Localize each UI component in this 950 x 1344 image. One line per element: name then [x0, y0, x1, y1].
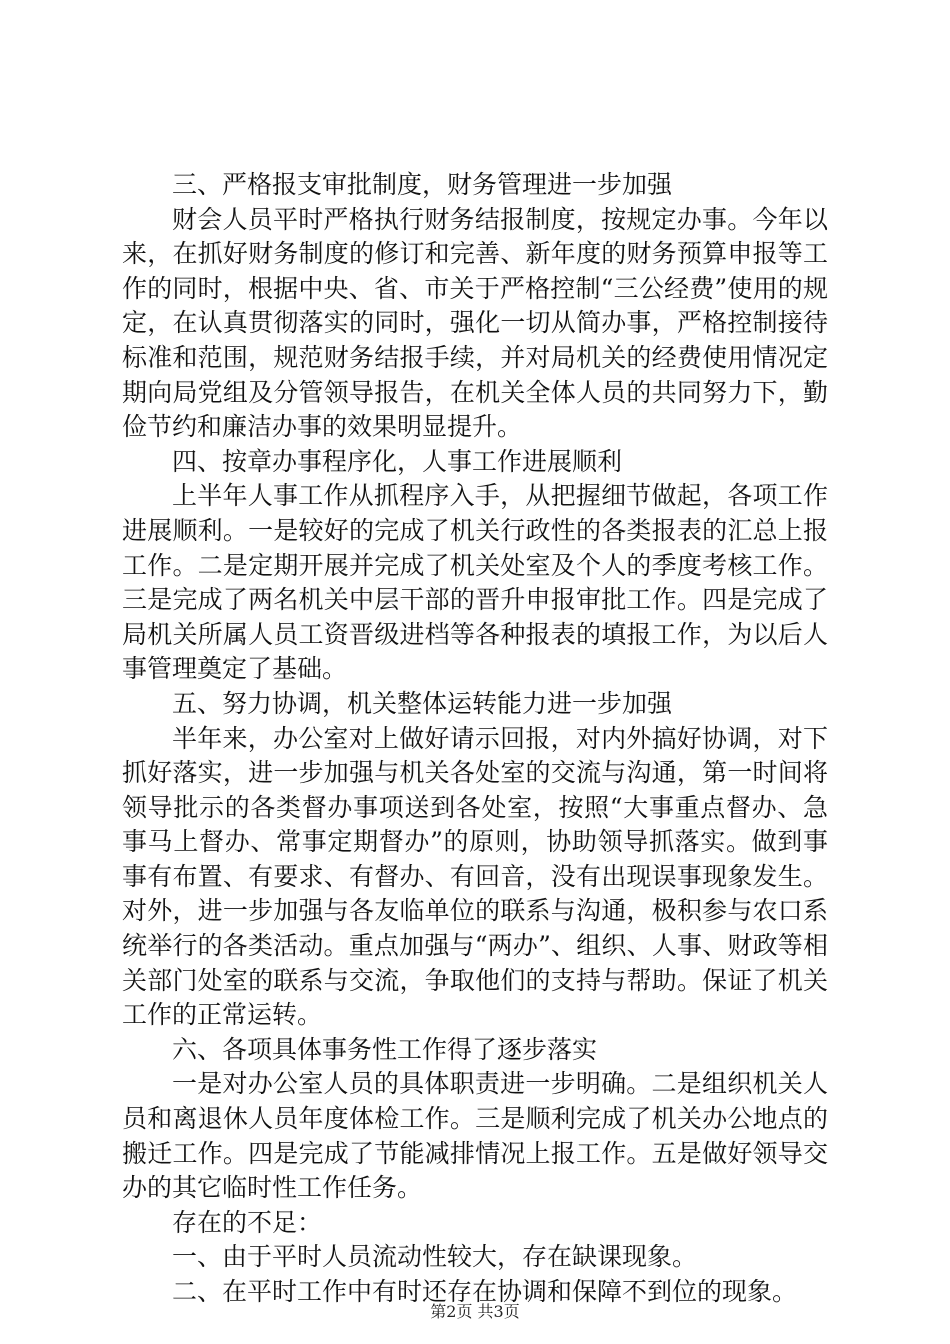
page-number-footer: 第2页 共3页: [430, 1302, 520, 1321]
paragraph-finance: 财会人员平时严格执行财务结报制度，按规定办事。今年以来，在抓好财务制度的修订和完善、新年度的财务预算申报等工作的同时，根据中央、省、市关于严格控制“三公经费”使用的规定，在认真贯彻落实的同时，强化一切从简办事，严格控制接待标准和范围，规范财务结报手续，并对局机关的经费使用情况定期向局党组及分管领导报告，在机关全体人员的共同努力下，勤俭节约和廉洁办事的效果明显提升。: [122, 204, 828, 442]
shortcoming-item-1: 一、由于平时人员流动性较大，存在缺课现象。: [172, 1242, 698, 1272]
shortcoming-item-2: 二、在平时工作中有时还存在协调和保障不到位的现象。: [172, 1277, 798, 1306]
paragraph-coordination: 半年来，办公室对上做好请示回报，对内外搞好协调，对下抓好落实，进一步加强与机关各处室的交流与沟通，第一时间将领导批示的各类督办事项送到各处室，按照“大事重点督办、急事马上督办、常事定期督办”的原则，协助领导抓落实。做到事事有布置、有要求、有督办、有回音，没有出现误事现象发生。对外，进一步加强与各友临单位的联系与沟通，极积参与农口系统举行的各类活动。重点加强与“两办”、组织、人事、财政等相关部门处室的联系与交流，争取他们的支持与帮助。保证了机关工作的正常运转。: [122, 723, 828, 1030]
paragraph-affairs: 一是对办公室人员的具体职责进一步明确。二是组织机关人员和离退休人员年度体检工作。三是顺利完成了机关办公地点的搬迁工作。四是完成了节能减排情况上报工作。五是做好领导交办的其它临时性工作任务。: [122, 1069, 828, 1203]
shortcomings-heading: 存在的不足：: [172, 1207, 323, 1237]
section-heading-affairs: 六、各项具体事务性工作得了逐步落实: [172, 1034, 598, 1064]
section-heading-finance: 三、严格报支审批制度，财务管理进一步加强: [172, 170, 673, 199]
document-body: [122, 168, 828, 1310]
section-heading-personnel: 四、按章办事程序化，人事工作进展顺利: [172, 446, 623, 476]
paragraph-personnel: 上半年人事工作从抓程序入手，从把握细节做起，各项工作进展顺利。一是较好的完成了机关行政性的各类报表的汇总上报工作。二是定期开展并完成了机关处室及个人的季度考核工作。三是完成了两名机关中层干部的晋升申报审批工作。四是完成了局机关所属人员工资晋级进档等各种报表的填报工作，为以后人事管理奠定了基础。: [122, 481, 828, 684]
section-heading-coordination: 五、努力协调，机关整体运转能力进一步加强: [172, 688, 673, 718]
